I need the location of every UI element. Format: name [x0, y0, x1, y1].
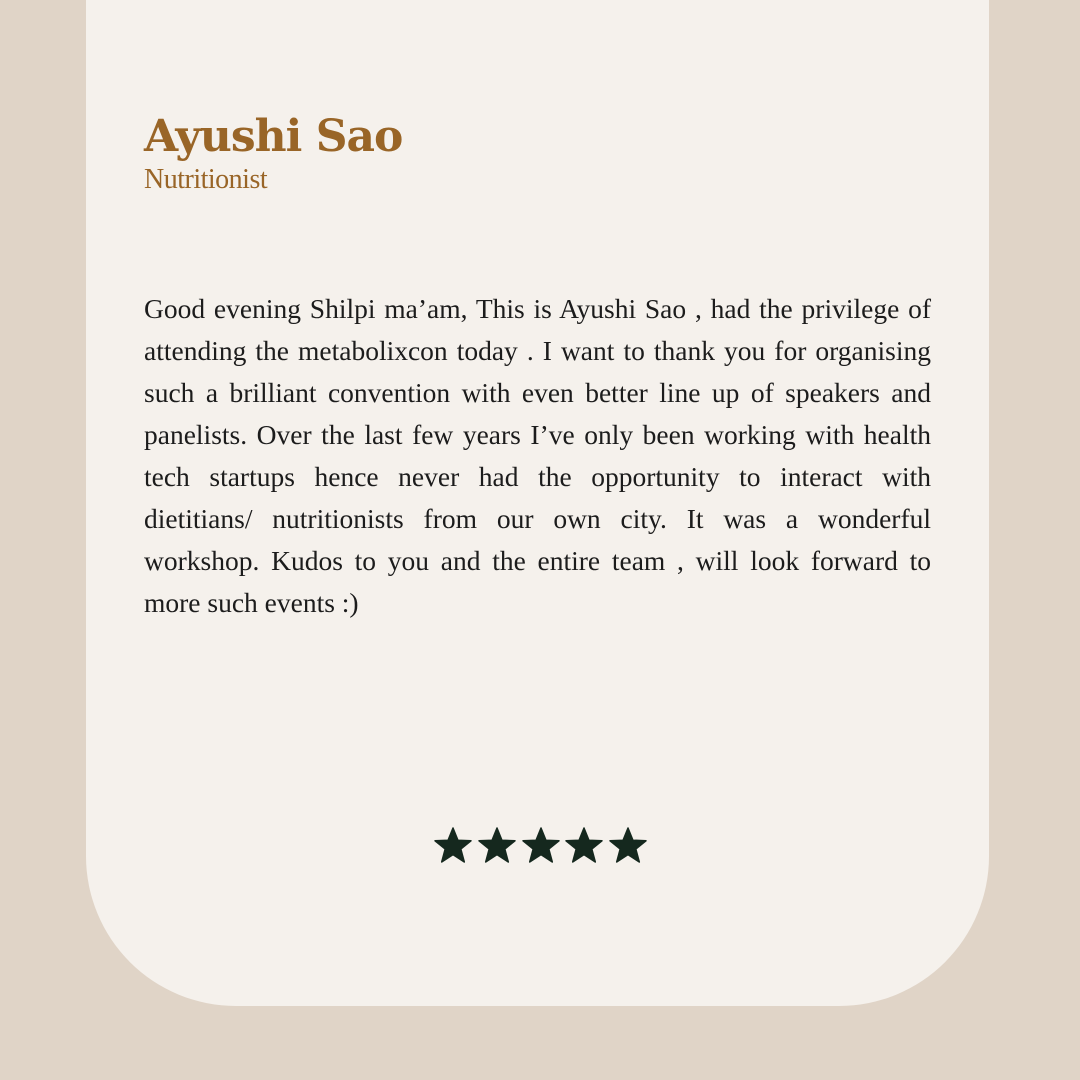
- author-role: Nutritionist: [144, 164, 268, 195]
- author-name: Ayushi Sao: [144, 111, 403, 162]
- star-rating: [433, 826, 648, 866]
- testimonial-text: Good evening Shilpi ma’am, This is Ayushi Sao , had the privilege of attending the metabolixcon today . I want to thank you for organising such a brilliant convention with even better line up of speakers and panelists. Over the last few years I’ve only been working with health tech startups hence never had the opportunity to interact with dietitians/ nutritionists from our own city. It was a wonderful workshop. Kudos to you and the entire team , will look forward to more such events :): [144, 293, 931, 618]
- star-icon: [433, 826, 473, 866]
- star-icon: [521, 826, 561, 866]
- star-icon: [608, 826, 648, 866]
- star-icon: [477, 826, 517, 866]
- star-icon: [564, 826, 604, 866]
